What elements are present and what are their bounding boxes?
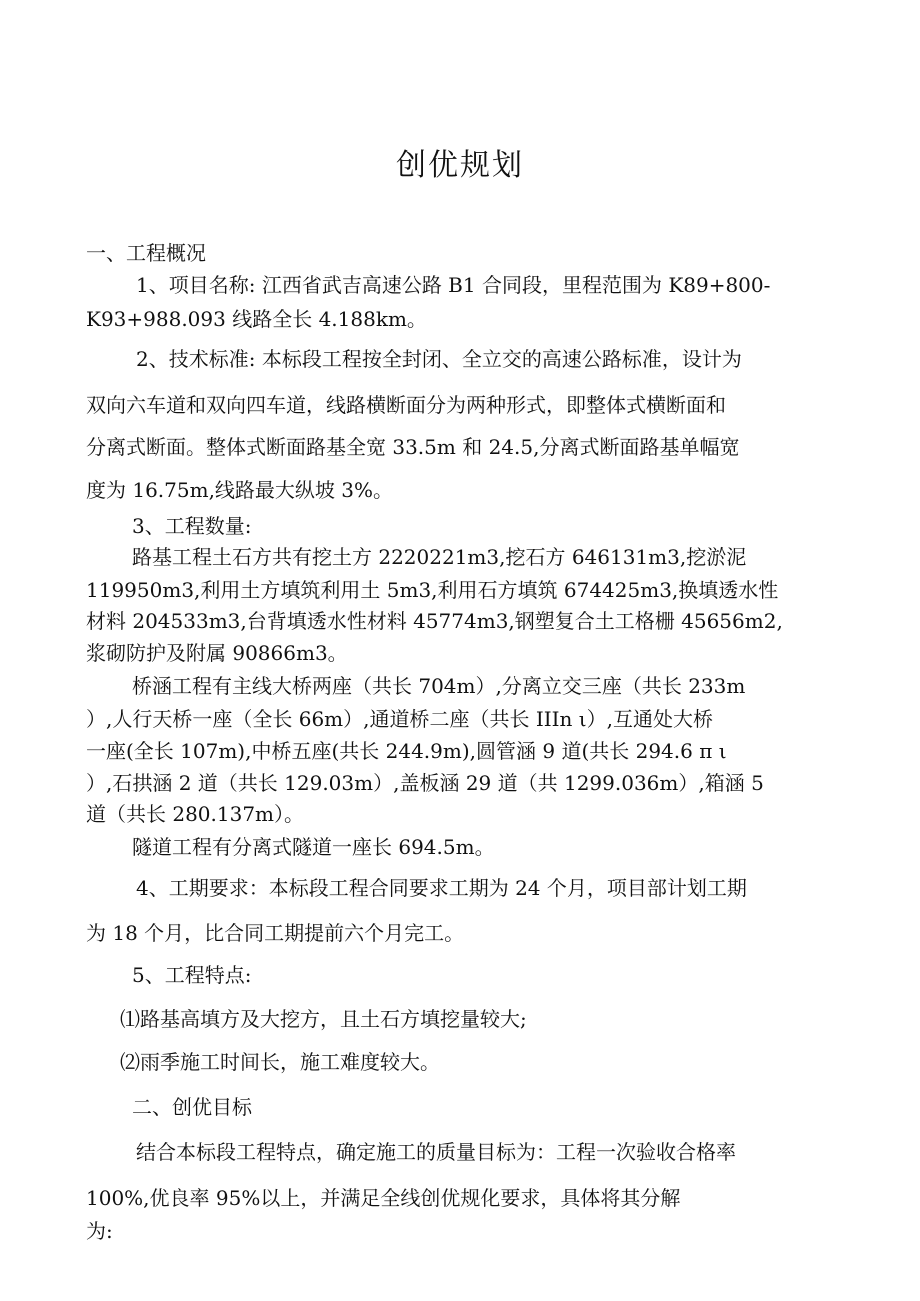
paragraph-line: 119950m3,利用土方填筑利用土 5m3,利用石方填筑 674425m3,换填透水性 — [86, 578, 779, 602]
page-title: 创优规划 — [396, 148, 524, 183]
paragraph-line: 双向六车道和双向四车道，线路横断面分为两种形式，即整体式横断面和 — [86, 393, 726, 417]
section-heading-overview: 一、工程概况 — [86, 241, 206, 265]
paragraph-line: 一座(全长 107m),中桥五座(共长 244.9m),圆管涵 9 道(共长 294.6 π ι — [86, 739, 727, 763]
section-heading-goals: 二、创优目标 — [132, 1095, 252, 1119]
paragraph-line: 隧道工程有分离式隧道一座长 694.5m。 — [132, 835, 495, 859]
paragraph-line: K93+988.093 线路全长 4.188km。 — [86, 307, 427, 331]
paragraph-line: 2、技术标准: 本标段工程按全封闭、全立交的高速公路标准，设计为 — [136, 347, 742, 371]
paragraph-line: 浆砌防护及附属 90866m3。 — [86, 641, 348, 665]
paragraph-line: 为 18 个月，比合同工期提前六个月完工。 — [86, 921, 465, 945]
paragraph-line: 结合本标段工程特点，确定施工的质量目标为：工程一次验收合格率 — [136, 1140, 736, 1164]
paragraph-line: 100%,优良率 95%以上，并满足全线创优规化要求，具体将其分解 — [86, 1186, 681, 1210]
paragraph-line: 度为 16.75m,线路最大纵坡 3%。 — [86, 478, 394, 502]
list-item: ⑴路基高填方及大挖方，且土石方填挖量较大; — [120, 1007, 527, 1031]
paragraph-line: 5、工程特点: — [132, 963, 252, 987]
list-item: ⑵雨季施工时间长，施工难度较大。 — [120, 1050, 440, 1074]
paragraph-line: 道（共长 280.137m）。 — [86, 802, 305, 826]
paragraph-line: 分离式断面。整体式断面路基全宽 33.5m 和 24.5,分离式断面路基单幅宽 — [86, 435, 740, 459]
paragraph-line: 3、工程数量: — [132, 514, 252, 538]
paragraph-line: 1、项目名称: 江西省武吉高速公路 B1 合同段，里程范围为 K89+800- — [136, 273, 771, 297]
paragraph-line: 路基工程土石方共有挖土方 2220221m3,挖石方 646131m3,挖淤泥 — [132, 545, 747, 569]
paragraph-line: 材料 204533m3,台背填透水性材料 45774m3,钢塑复合土工格栅 45656m2, — [86, 609, 783, 633]
paragraph-line: ）,石拱涵 2 道（共长 129.03m）,盖板涵 29 道（共 1299.036m）,箱涵 5 — [86, 771, 764, 795]
paragraph-line: ）,人行天桥一座（全长 66m）,通道桥二座（共长 IIIn ι）,互通处大桥 — [86, 707, 713, 731]
paragraph-line: 4、工期要求：本标段工程合同要求工期为 24 个月，项目部计划工期 — [136, 876, 747, 900]
paragraph-line: 桥涵工程有主线大桥两座（共长 704m）,分离立交三座（共长 233m — [132, 674, 746, 698]
paragraph-line: 为: — [86, 1219, 113, 1243]
